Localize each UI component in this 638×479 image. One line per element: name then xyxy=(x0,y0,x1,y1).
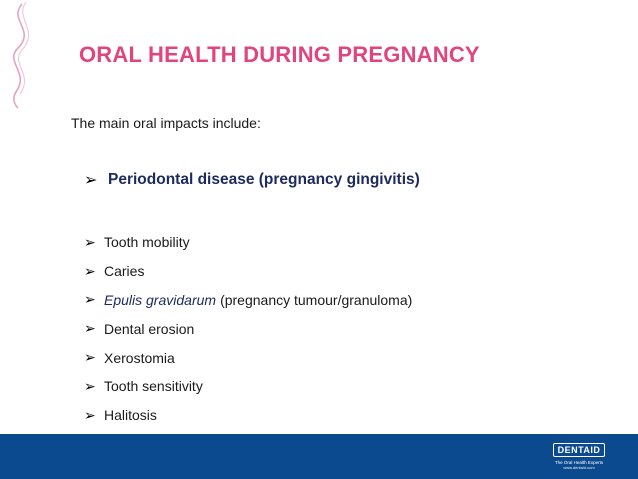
brand-logo xyxy=(548,440,610,470)
arrow-bullet-icon: ➢ xyxy=(84,349,96,366)
list-item xyxy=(84,401,412,430)
list-item xyxy=(84,286,412,315)
logo-wordmark: DENTAID xyxy=(553,443,606,457)
list-item xyxy=(84,228,412,257)
intro-text: The main oral impacts include: xyxy=(71,115,261,131)
list-item-text: (pregnancy tumour/granuloma) xyxy=(220,291,413,308)
slide-title: ORAL HEALTH DURING PREGNANCY xyxy=(79,42,480,67)
logo-url: www.dentaid.com xyxy=(563,465,595,470)
list-item xyxy=(84,343,412,372)
list-item xyxy=(84,372,412,401)
list-item-text: Caries xyxy=(104,263,145,280)
main-bullet-label: Periodontal disease (pregnancy gingivitis) xyxy=(108,171,420,188)
list-item xyxy=(84,257,412,286)
list-item-text: Halitosis xyxy=(104,407,157,424)
arrow-bullet-icon: ➢ xyxy=(84,406,96,423)
list-item-italic-text: Epulis gravidarum xyxy=(104,291,217,308)
main-bullet xyxy=(84,170,420,190)
list-item-text: Dental erosion xyxy=(104,320,195,337)
list-item-text: Xerostomia xyxy=(104,349,175,366)
list-item-text: Tooth mobility xyxy=(104,234,190,251)
arrow-bullet-icon: ➢ xyxy=(84,291,96,308)
arrow-bullet-icon: ➢ xyxy=(84,262,96,279)
list-item-text: Tooth sensitivity xyxy=(104,378,203,395)
logo-tagline: The Oral Health Experts xyxy=(554,460,604,465)
decorative-swirl xyxy=(0,0,50,110)
list-item xyxy=(84,314,412,343)
arrow-bullet-icon: ➢ xyxy=(84,172,98,189)
impact-list xyxy=(84,228,412,430)
arrow-bullet-icon: ➢ xyxy=(84,233,96,250)
footer-bar xyxy=(0,434,638,479)
arrow-bullet-icon: ➢ xyxy=(84,320,96,337)
arrow-bullet-icon: ➢ xyxy=(84,377,96,394)
